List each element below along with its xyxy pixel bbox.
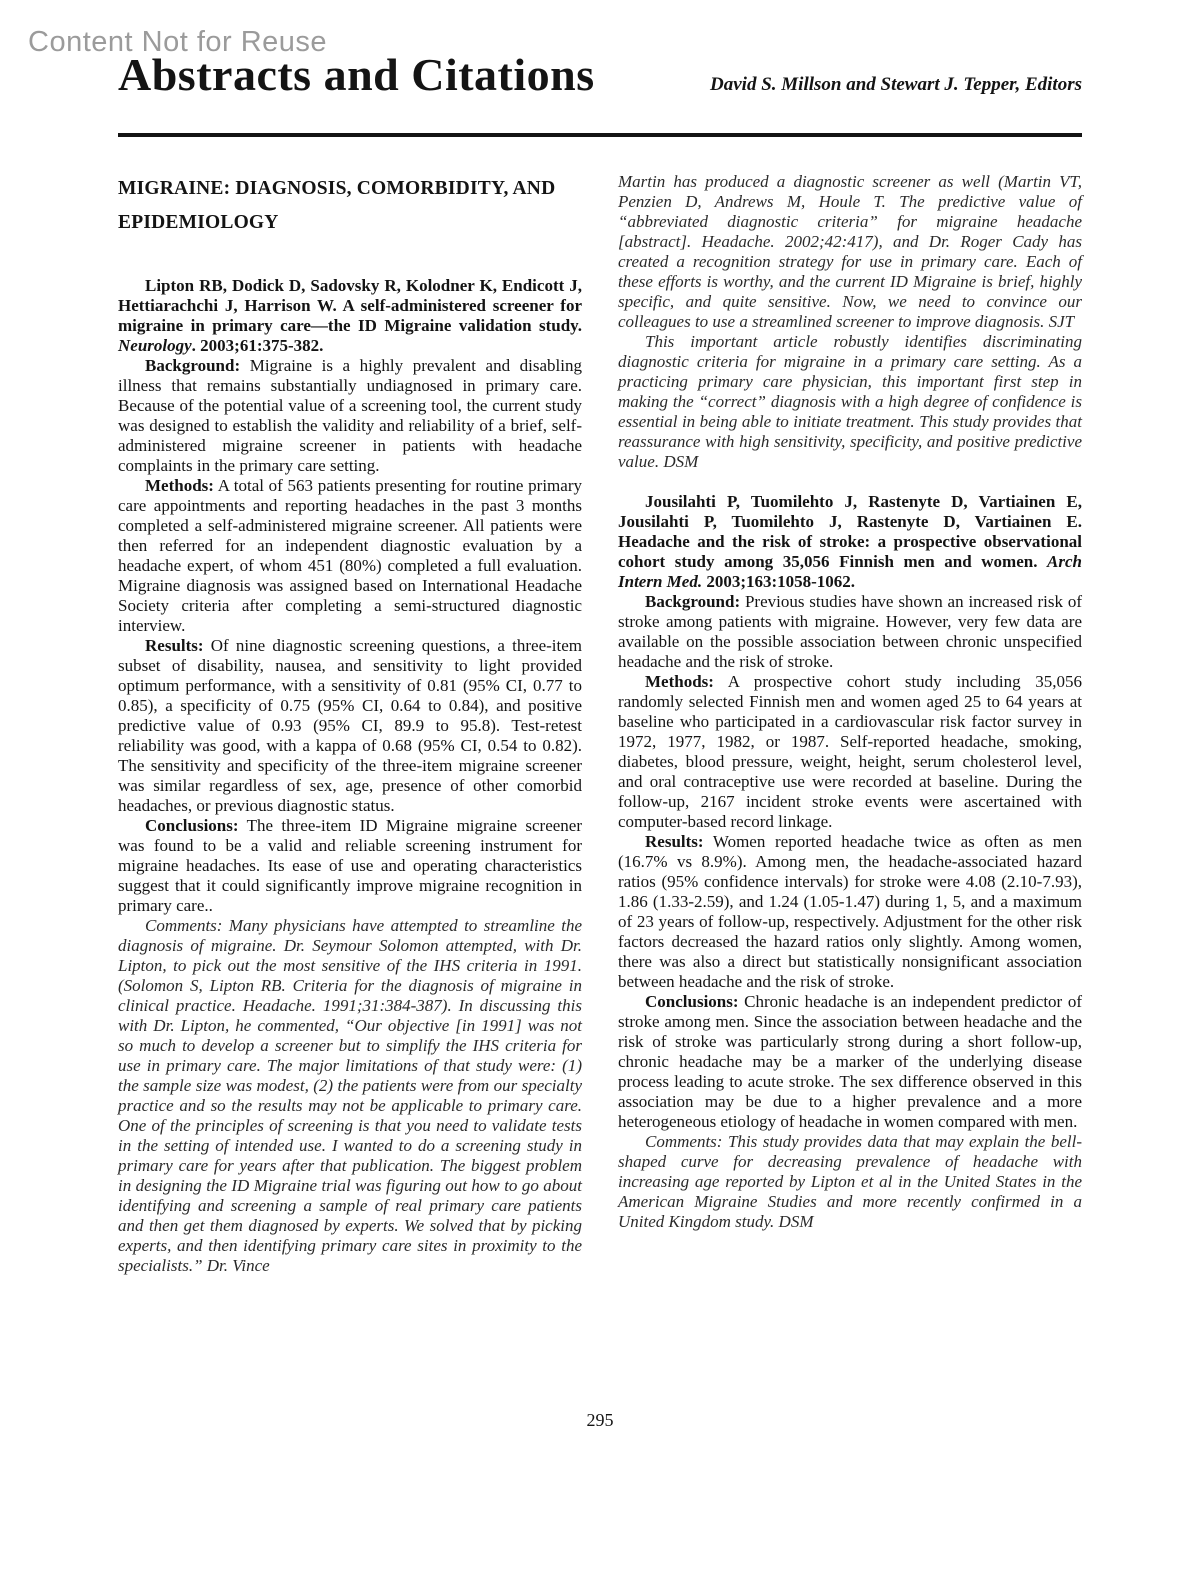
article1-results-paragraph xyxy=(118,636,582,816)
background-text: Previous studies have shown an increased risk of stroke among patients with migraine. However, very few data are available on the possible association between chronic unspecified headache and the risk of stroke. xyxy=(618,592,1082,671)
right-column xyxy=(618,172,1082,1276)
article1-conclusions-paragraph xyxy=(118,816,582,916)
article1-citation-tail: . 2003;61:375-382. xyxy=(191,336,324,355)
comments-text-left: Many physicians have attempted to streamline the diagnosis of migraine. Dr. Seymour Solomon attempted, with Dr. Lipton, to pick out the most sensitive of the IHS criteria in 1991. (Solomon S, Lipton RB. Criteria for the diagnosis of migraine in clinical practice. Headache. 1991;31:384-387). In discussing this with Dr. Lipton, he commented, “Our objective [in 1991] was not so much to develop a screener but to simplify the IHS criteria for use in primary care. The major limitations of that study were: (1) the sample size was modest, (2) the patients were from our specialty practice and so the results may not be applicable to primary care. One of the principles of screening is that you need to validate tests in the setting of intended use. I wanted to do a screening study in primary care for years after that publication. The biggest problem in designing the ID Migraine trial was figuring out how to go about identifying and screening a sample of real primary care patients and then get them diagnosed by experts. We solved that by picking experts, and then identifying primary care sites in proximity to the specialists.” Dr. Vince xyxy=(118,916,582,1275)
article1-comments-paragraph xyxy=(118,916,582,1276)
methods-label: Methods: xyxy=(145,476,214,495)
article1-citation xyxy=(118,276,582,356)
comments-label: Comments: xyxy=(145,916,223,935)
comments-label: Comments: xyxy=(645,1132,723,1151)
methods-text: A prospective cohort study including 35,056 randomly selected Finnish men and women aged 25 to 64 years at baseline who participated in a cardiovascular risk factor survey in 1972, 1977, 1982, or 1987. Self-reported headache, smoking, diabetes, blood pressure, weight, height, serum cholesterol level, and oral contraceptive use were recorded at baseline. During the follow-up, 2167 incident stroke events were ascertained with computer-based record linkage. xyxy=(618,672,1082,831)
results-label: Results: xyxy=(645,832,704,851)
methods-label: Methods: xyxy=(645,672,714,691)
page-title: Abstracts and Citations xyxy=(118,49,595,100)
conclusions-label: Conclusions: xyxy=(645,992,739,1011)
methods-text: A total of 563 patients presenting for routine primary care appointments and reporting headaches in the past 3 months completed a self-administered migraine screener. All patients were then referred for an independent diagnostic evaluation by a headache expert, of whom 451 (80%) completed a full evaluation. Migraine diagnosis was assigned based on International Headache Society criteria after completing a semi-structured diagnostic interview. xyxy=(118,476,582,635)
article2-citation xyxy=(618,492,1082,592)
results-text: Of nine diagnostic screening questions, a three-item subset of disability, nausea, and sensitivity to light provided optimum performance, with a sensitivity of 0.81 (95% CI, 0.77 to 0.85), a specificity of 0.75 (95% CI, 0.64 to 0.84), and positive predictive value of 0.93 (95% CI, 89.9 to 95.8). Test-retest reliability was good, with a kappa of 0.68 (95% CI, 0.54 to 0.82). The sensitivity and specificity of the three-item migraine screener was similar regardless of sex, age, presence of other comorbid headaches, or previous diagnostic status. xyxy=(118,636,582,815)
section-heading: MIGRAINE: DIAGNOSIS, COMORBIDITY, AND EPIDEMIOLOGY xyxy=(118,178,556,233)
background-label: Background: xyxy=(645,592,741,611)
two-column-body xyxy=(118,172,1082,1276)
article1-comments-second: This important article robustly identifies discriminating diagnostic criteria for migraine in a primary care setting. As a practicing primary care physician, this important first step in making the “correct” diagnosis with a high degree of confidence is essential in being able to initiate treatment. This study provides that reassurance with high sensitivity, specificity, and positive predictive value. DSM xyxy=(618,332,1082,471)
editors-line: David S. Millson and Stewart J. Tepper, Editors xyxy=(710,74,1082,95)
background-label: Background: xyxy=(145,356,241,375)
page-header xyxy=(118,48,1082,101)
content-reuse-watermark: Content Not for Reuse xyxy=(28,26,328,58)
article2-block xyxy=(618,492,1082,1232)
article2-results-paragraph xyxy=(618,832,1082,992)
article1-background-paragraph xyxy=(118,356,582,476)
page-number: 295 xyxy=(586,1410,614,1430)
article1-citation-lead: Lipton RB, Dodick D, Sadovsky R, Kolodner K, Endicott J, Hettiarachchi J, Harrison W. A self-administered screener for migraine in primary care—the ID Migraine validation study. xyxy=(118,276,582,335)
conclusions-text: The three-item ID Migraine migraine screener was found to be a valid and reliable screening instrument for migraine headaches. Its ease of use and operating characteristics suggest that it could significantly improve migraine recognition in primary care.. xyxy=(118,816,582,915)
article1-methods-paragraph xyxy=(118,476,582,636)
article2-methods-paragraph xyxy=(618,672,1082,832)
results-label: Results: xyxy=(145,636,204,655)
results-text: Women reported headache twice as often as men (16.7% vs 8.9%). Among men, the headache-associated hazard ratios (95% confidence intervals) for stroke were 4.08 (2.10-7.93), 1.86 (1.33-2.59), and 1.24 (1.05-1.47) during 1, 5, and a maximum of 23 years of follow-up, respectively. Adjustment for the other risk factors decreased the hazard ratios only slightly. Among women, there was also a direct but statistically nonsignificant association between headache and the risk of stroke. xyxy=(618,832,1082,991)
background-text: Migraine is a highly prevalent and disabling illness that remains substantially undiagnosed in primary care. Because of the potential value of a screening tool, the current study was designed to establish the validity and reliability of a brief, self-administered migraine screener in patients with headache complaints in the primary care setting. xyxy=(118,356,582,475)
article2-citation-tail: 2003;163:1058-1062. xyxy=(702,572,856,591)
article2-background-paragraph xyxy=(618,592,1082,672)
article2-citation-journal: Arch Intern Med. xyxy=(618,552,1082,591)
article1-citation-journal: Neurology xyxy=(118,336,192,355)
conclusions-text: Chronic headache is an independent predictor of stroke among men. Since the association between headache and the risk of stroke was particularly strong during a short follow-up, chronic headache may be a marker of the underlying disease process leading to acute stroke. The sex difference observed in this association may be due to a higher prevalence and a more heterogeneous etiology of headache in women compared with men. xyxy=(618,992,1082,1131)
header-rule xyxy=(118,133,1082,137)
article2-conclusions-paragraph xyxy=(618,992,1082,1132)
comments-text: This study provides data that may explain the bell-shaped curve for decreasing prevalence of headache with increasing age reported by Lipton et al in the United States in the American Migraine Studies and more recently confirmed in a United Kingdom study. DSM xyxy=(618,1132,1082,1231)
left-column xyxy=(118,172,582,1276)
article2-comments-paragraph xyxy=(618,1132,1082,1232)
article2-citation-lead: Jousilahti P, Tuomilehto J, Rastenyte D, Vartiainen E, Jousilahti P, Tuomilehto J, Rastenyte D, Vartiainen E. Headache and the risk of stroke: a prospective observational cohort study among 35,056 Finnish men and women. xyxy=(618,492,1082,571)
conclusions-label: Conclusions: xyxy=(145,816,239,835)
article1-comments-continuation: Martin has produced a diagnostic screener as well (Martin VT, Penzien D, Andrews M, Houle T. The predictive value of “abbreviated diagnostic criteria” for migraine headache [abstract]. Headache. 2002;42:417), and Dr. Roger Cady has created a recognition strategy for use in primary care. Each of these efforts is worthy, and the current ID Migraine is brief, highly specific, and quite sensitive. Now, we need to convince our colleagues to use a streamlined screener to improve diagnosis. SJT xyxy=(618,172,1082,331)
